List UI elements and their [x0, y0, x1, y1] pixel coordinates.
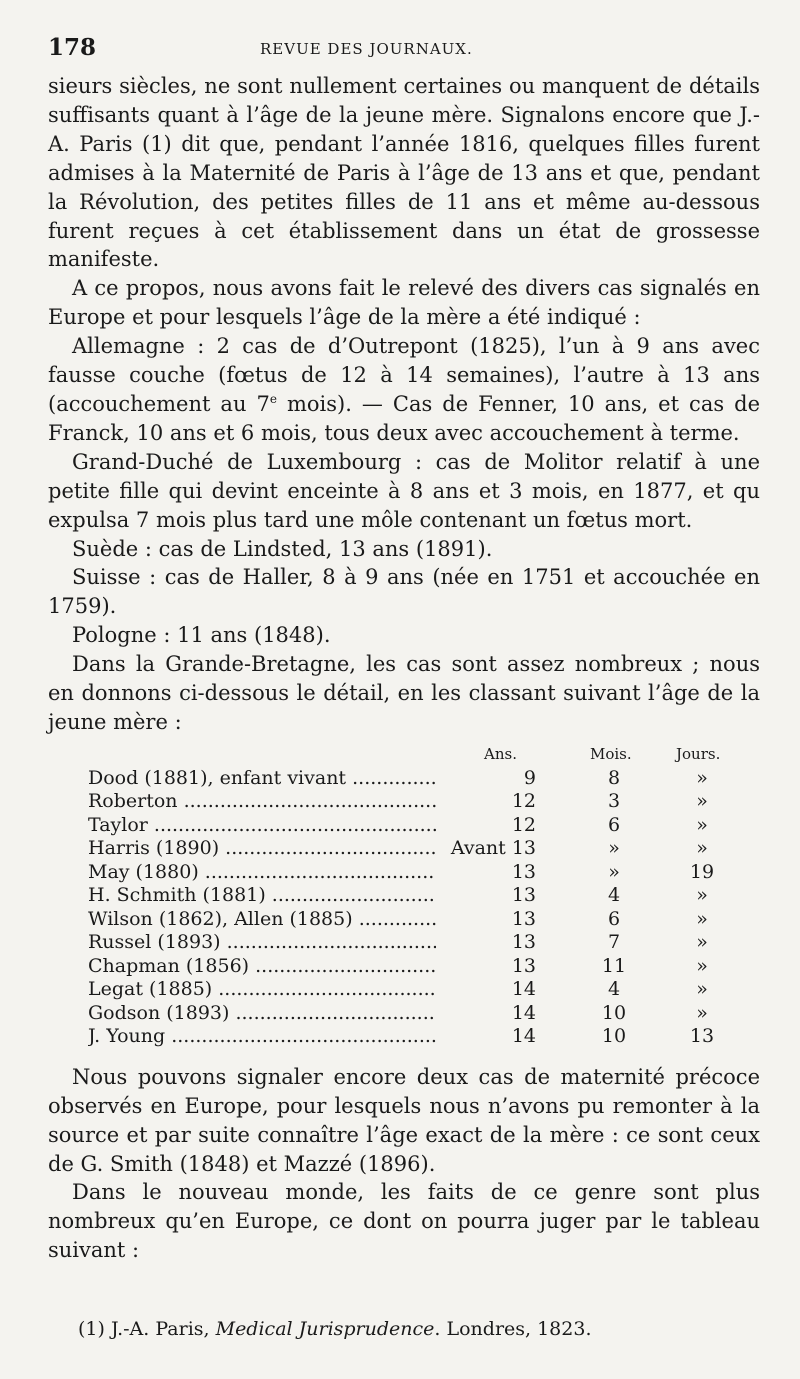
paragraph-suede: Suède : cas de Lindsted, 13 ans (1891). — [72, 536, 493, 561]
row-mois: 10 — [601, 1025, 627, 1048]
paragraph-1: sieurs siècles, ne sont nullement certaines ou manquent de détails suffisants quant à l’âge de la jeune mère. Signalons encore que J.-A. Paris (1) dit que, pendant l’année 1816, quelques filles furent admises à la Maternité de Paris à l’âge de 13 ans et que, pendant la Révolution, des petites filles de 11 ans et même au-dessous furent reçues à cet établissement dans un état de grossesse manifeste. — [48, 74, 760, 272]
row-mois: 10 — [601, 1001, 627, 1024]
table-row — [88, 1002, 760, 1026]
table-row — [88, 790, 760, 814]
row-name: Legat (1885) ..... — [88, 978, 436, 1002]
paragraph-nouveau-monde: Dans le nouveau monde, les faits de ce genre sont plus nombreux qu’en Europe, ce dont on pourra juger par le tableau suivant : — [48, 1180, 760, 1263]
row-name: Harris (1890) ..... — [88, 837, 436, 861]
row-ans: 13 — [438, 931, 536, 955]
row-jours: » — [696, 978, 708, 1001]
row-name: J. Young ..... — [88, 1025, 436, 1049]
row-ans: 12 — [438, 790, 536, 814]
row-ans: 13 — [438, 861, 536, 885]
table-header — [88, 739, 760, 767]
table-row — [88, 884, 760, 908]
paragraph-allemagne — [48, 332, 760, 448]
row-name: H. Schmith (1881) ..... — [88, 884, 436, 908]
row-mois: » — [608, 860, 620, 883]
row-name: Taylor ..... — [88, 814, 436, 838]
page-number: 178 — [48, 34, 97, 61]
page-header — [48, 34, 760, 66]
row-ans: Avant 13 — [438, 837, 536, 861]
row-jours: » — [696, 837, 708, 860]
table-body — [88, 767, 760, 1049]
paragraph-pologne: Pologne : 11 ans (1848). — [72, 623, 331, 648]
row-jours: 13 — [689, 1025, 715, 1048]
row-jours: » — [696, 790, 708, 813]
row-mois: 8 — [607, 766, 621, 789]
table-row — [88, 861, 760, 885]
paragraph-suisse: Suisse : cas de Haller, 8 à 9 ans (née en 1751 et accouchée en 1759). — [48, 565, 760, 619]
footnote-prefix: (1) J.-A. Paris, — [78, 1318, 216, 1340]
row-ans: 13 — [438, 955, 536, 979]
row-jours: » — [696, 884, 708, 907]
table-row — [88, 837, 760, 861]
row-ans: 14 — [438, 978, 536, 1002]
header-jours: Jours. — [676, 744, 721, 763]
row-name: Russel (1893) ..... — [88, 931, 436, 955]
page-body — [48, 72, 760, 1265]
paragraph-luxembourg: Grand-Duché de Luxembourg : cas de Molitor relatif à une petite fille qui devint enceinte à 8 ans et 3 mois, en 1877, et qu expulsa 7 mois plus tard une môle contenant un fœtus mort. — [48, 449, 760, 532]
row-jours: » — [696, 766, 708, 789]
table-row — [88, 978, 760, 1002]
row-jours: » — [696, 1001, 708, 1024]
row-ans: 12 — [438, 814, 536, 838]
row-name: Godson (1893) ..... — [88, 1002, 436, 1026]
row-ans: 13 — [438, 908, 536, 932]
row-mois: 4 — [607, 978, 621, 1001]
row-ans: 14 — [438, 1025, 536, 1049]
header-ans: Ans. — [484, 744, 517, 763]
row-name: Roberton ..... — [88, 790, 436, 814]
header-mois: Mois. — [590, 744, 632, 763]
row-jours: » — [696, 931, 708, 954]
table-row — [88, 767, 760, 791]
row-name: Chapman (1856) ..... — [88, 955, 436, 979]
row-mois: 6 — [607, 907, 621, 930]
row-name: May (1880) ..... — [88, 861, 436, 885]
row-mois: » — [608, 837, 620, 860]
row-ans: 14 — [438, 1002, 536, 1026]
allemagne-text-a: Allemagne : 2 cas de d’Outrepont (1825), l’un à 9 ans avec fausse couche (fœtus de 12 à 14 semaines), l’autre à 13 ans (accouchement au 7 — [48, 334, 760, 416]
footnote — [78, 1318, 592, 1340]
row-name: Wilson (1862), Allen (1885) ..... — [88, 908, 436, 932]
row-jours: » — [696, 954, 708, 977]
row-mois: 11 — [601, 954, 627, 977]
paragraph-2: A ce propos, nous avons fait le relevé des divers cas signalés en Europe et pour lesquels l’âge de la mère a été indiqué : — [48, 276, 760, 330]
row-mois: 4 — [607, 884, 621, 907]
row-jours: » — [696, 813, 708, 836]
footnote-suffix: . Londres, 1823. — [434, 1318, 592, 1340]
table-row — [88, 1025, 760, 1049]
allemagne-text-b: mois). — Cas de Fenner, 10 ans, et cas de Franck, 10 ans et 6 mois, tous deux avec accouchement à terme. — [48, 391, 760, 445]
row-name: Dood (1881), enfant vivant ..... — [88, 767, 436, 791]
row-jours: 19 — [689, 860, 715, 883]
table-row — [88, 814, 760, 838]
table-row — [88, 908, 760, 932]
paragraph-grande-bretagne: Dans la Grande-Bretagne, les cas sont assez nombreux ; nous en donnons ci-dessous le détail, en les classant suivant l’âge de la jeune mère : — [48, 652, 760, 734]
superscript-e: e — [269, 391, 277, 406]
paragraph-smith-mazze: Nous pouvons signaler encore deux cas de maternité précoce observés en Europe, pour lesquels nous n’avons pu remonter à la source et par suite connaître l’âge exact de la mère : ce sont ceux de G. Smith (1848) et Mazzé (1896). — [48, 1064, 760, 1176]
row-mois: 6 — [607, 813, 621, 836]
row-ans: 9 — [438, 767, 536, 791]
cases-table — [88, 739, 760, 1049]
row-mois: 7 — [607, 931, 621, 954]
row-ans: 13 — [438, 884, 536, 908]
row-mois: 3 — [607, 790, 621, 813]
footnote-title: Medical Jurisprudence — [215, 1318, 435, 1340]
table-row — [88, 955, 760, 979]
table-row — [88, 931, 760, 955]
running-title: REVUE DES JOURNAUX. — [260, 40, 473, 58]
row-jours: » — [696, 907, 708, 930]
